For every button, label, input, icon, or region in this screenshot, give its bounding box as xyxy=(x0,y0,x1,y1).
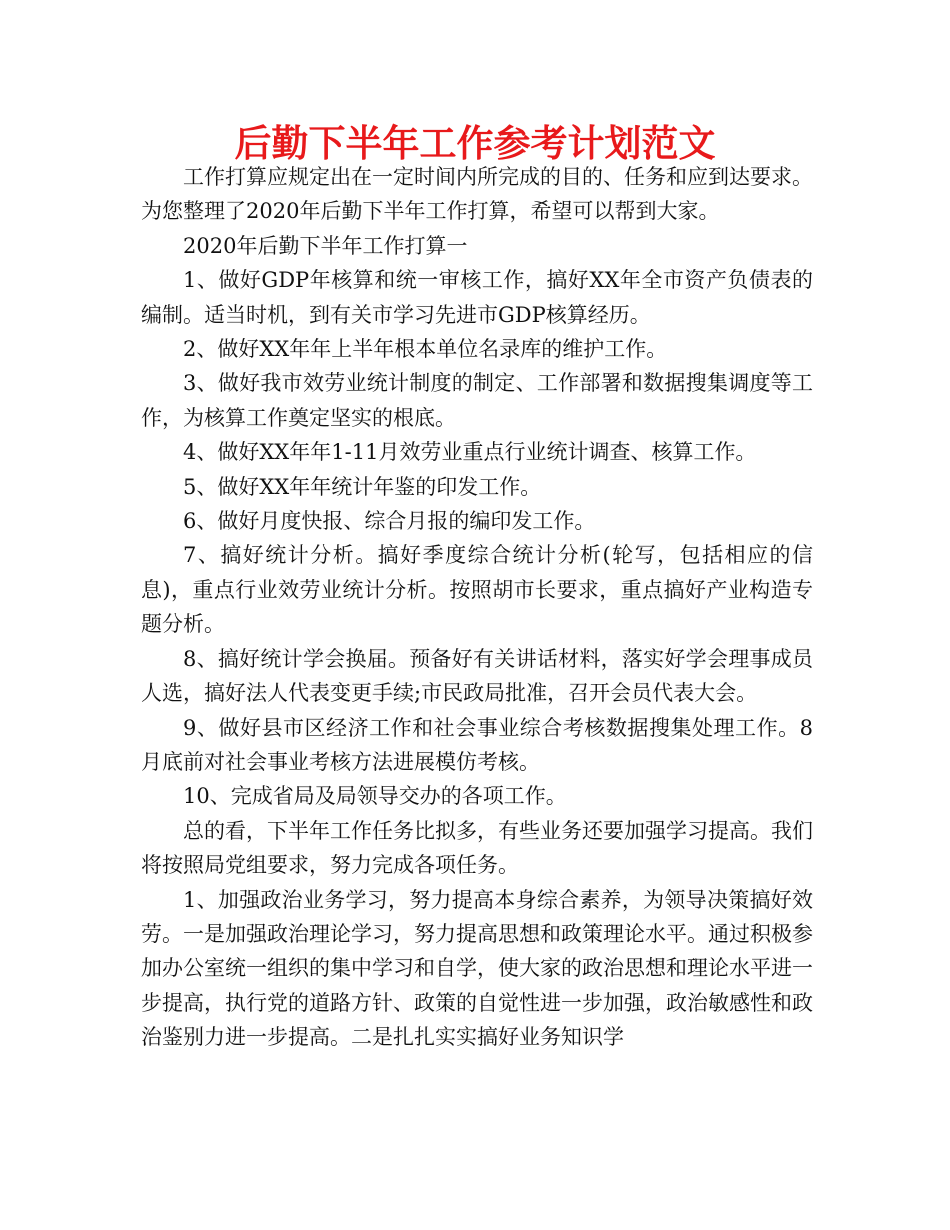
paragraph-heading-plan-one: 2020年后勤下半年工作打算一 xyxy=(183,233,468,258)
paragraph-summary: 总的看，下半年工作任务比拟多，有些业务还要加强学习提高。我们将按照局党组要求，努力完成各项任务。 xyxy=(141,818,813,878)
paragraph-item-9: 9、做好县市区经济工作和社会事业综合考核数据搜集处理工作。8月底前对社会事业考核方法进展模仿考核。 xyxy=(141,715,813,774)
paragraph-item-4: 4、做好XX年年1-11月效劳业重点行业统计调查、核算工作。 xyxy=(183,440,757,465)
paragraph-item-3: 3、做好我市效劳业统计制度的制定、工作部署和数据搜集调度等工作，为核算工作奠定坚实的根底。 xyxy=(141,371,813,430)
paragraph-item-1: 1、做好GDP年核算和统一审核工作，搞好XX年全市资产负债表的编制。适当时机，到有关市学习先进市GDP核算经历。 xyxy=(141,268,813,327)
paragraph-item-6: 6、做好月度快报、综合月报的编印发工作。 xyxy=(183,509,596,534)
paragraph-item-10: 10、完成省局及局领导交办的各项工作。 xyxy=(183,784,567,809)
document-body xyxy=(141,160,813,1055)
paragraph-item-7: 7、搞好统计分析。搞好季度综合统计分析(轮写，包括相应的信息)，重点行业效劳业统计分析。按照胡市长要求，重点搞好产业构造专题分析。 xyxy=(141,543,813,637)
paragraph-item-5: 5、做好XX年年统计年鉴的印发工作。 xyxy=(183,474,542,499)
paragraph-item-8: 8、搞好统计学会换届。预备好有关讲话材料，落实好学会理事成员人选，搞好法人代表变更手续;市民政局批准，召开会员代表大会。 xyxy=(141,646,813,706)
paragraph-measure-1: 1、加强政治业务学习，努力提高本身综合素养，为领导决策搞好效劳。一是加强政治理论学习，努力提高思想和政策理论水平。通过积极参加办公室统一组织的集中学习和自学，使大家的政治思想和理论水平进一步提高，执行党的道路方针、政策的自觉性进一步加强，政治敏感性和政治鉴别力进一步提高。二是扎扎实实搞好业务知识学 xyxy=(141,887,813,1050)
document-title: 后勤下半年工作参考计划范文 xyxy=(234,122,716,165)
paragraph-intro: 工作打算应规定出在一定时间内所完成的目的、任务和应到达要求。为您整理了2020年后勤下半年工作打算，希望可以帮到大家。 xyxy=(141,165,813,224)
paragraph-item-2: 2、做好XX年年上半年根本单位名录库的维护工作。 xyxy=(183,337,668,362)
